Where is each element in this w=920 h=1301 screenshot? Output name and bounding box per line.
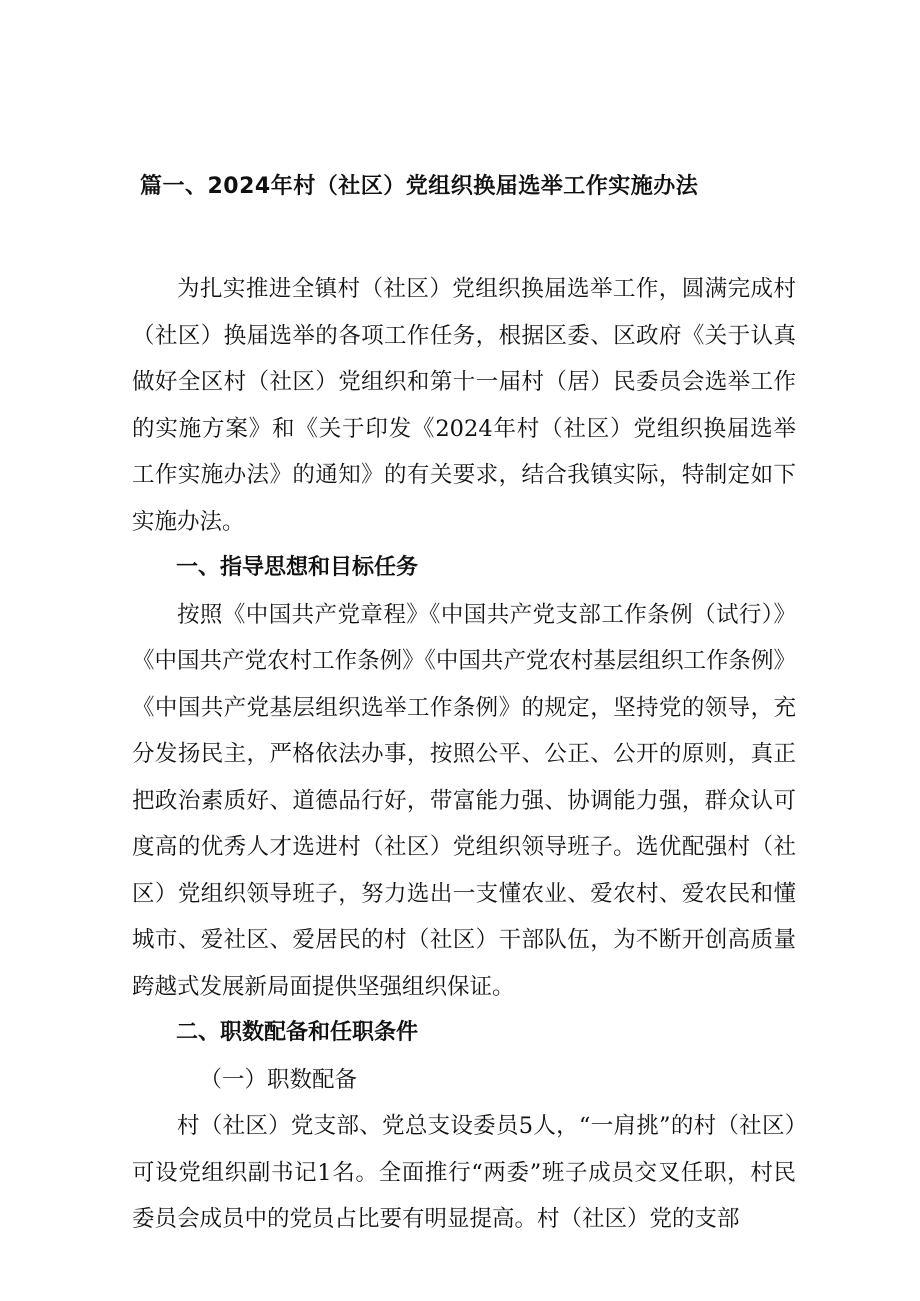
subsection-paragraph-position-allocation: 村（社区）党支部、党总支设委员5人，“一肩挑”的村（社区）可设党组织副书记1名。全面推行“两委”班子成员交叉任职，村民委员会成员中的党员占比要有明显提高。村（社区）党的支部 — [132, 1113, 796, 1232]
section-heading-guiding-ideology: 一、指导思想和目标任务 — [176, 555, 419, 580]
subsection-heading-position-allocation: （一）职数配备 — [199, 1066, 358, 1093]
section-heading-positions: 二、职数配备和任职条件 — [176, 1020, 419, 1045]
section-paragraph-guiding-ideology: 按照《中国共产党章程》《中国共产党支部工作条例（试行）》《中国共产党农村工作条例》《中国共产党农村基层组织工作条例》《中国共产党基层组织选举工作条例》的规定，坚持党的领导，充分发扬民主，严格依法办事，按照公平、公正、公开的原则，真正把政治素质好、道德品行好，带富能力强、协调能力强，群众认可度高的优秀人才选进村（社区）党组织领导班子。选优配强村（社区）党组织领导班子，努力选出一支懂农业、爱农村、爱农民和懂城市、爱社区、爱居民的村（社区）干部队伍，为不断开创高质量跨越式发展新局面提供坚强组织保证。 — [132, 601, 796, 1000]
document-body — [132, 266, 796, 1243]
document-title: 篇一、2024年村（社区）党组织换届选举工作实施办法 — [140, 174, 699, 199]
intro-paragraph: 为扎实推进全镇村（社区）党组织换届选举工作，圆满完成村（社区）换届选举的各项工作任务，根据区委、区政府《关于认真做好全区村（社区）党组织和第十一届村（居）民委员会选举工作的实施方案》和《关于印发《2024年村（社区）党组织换届选举工作实施办法》的通知》的有关要求，结合我镇实际，特制定如下实施办法。 — [132, 276, 796, 535]
